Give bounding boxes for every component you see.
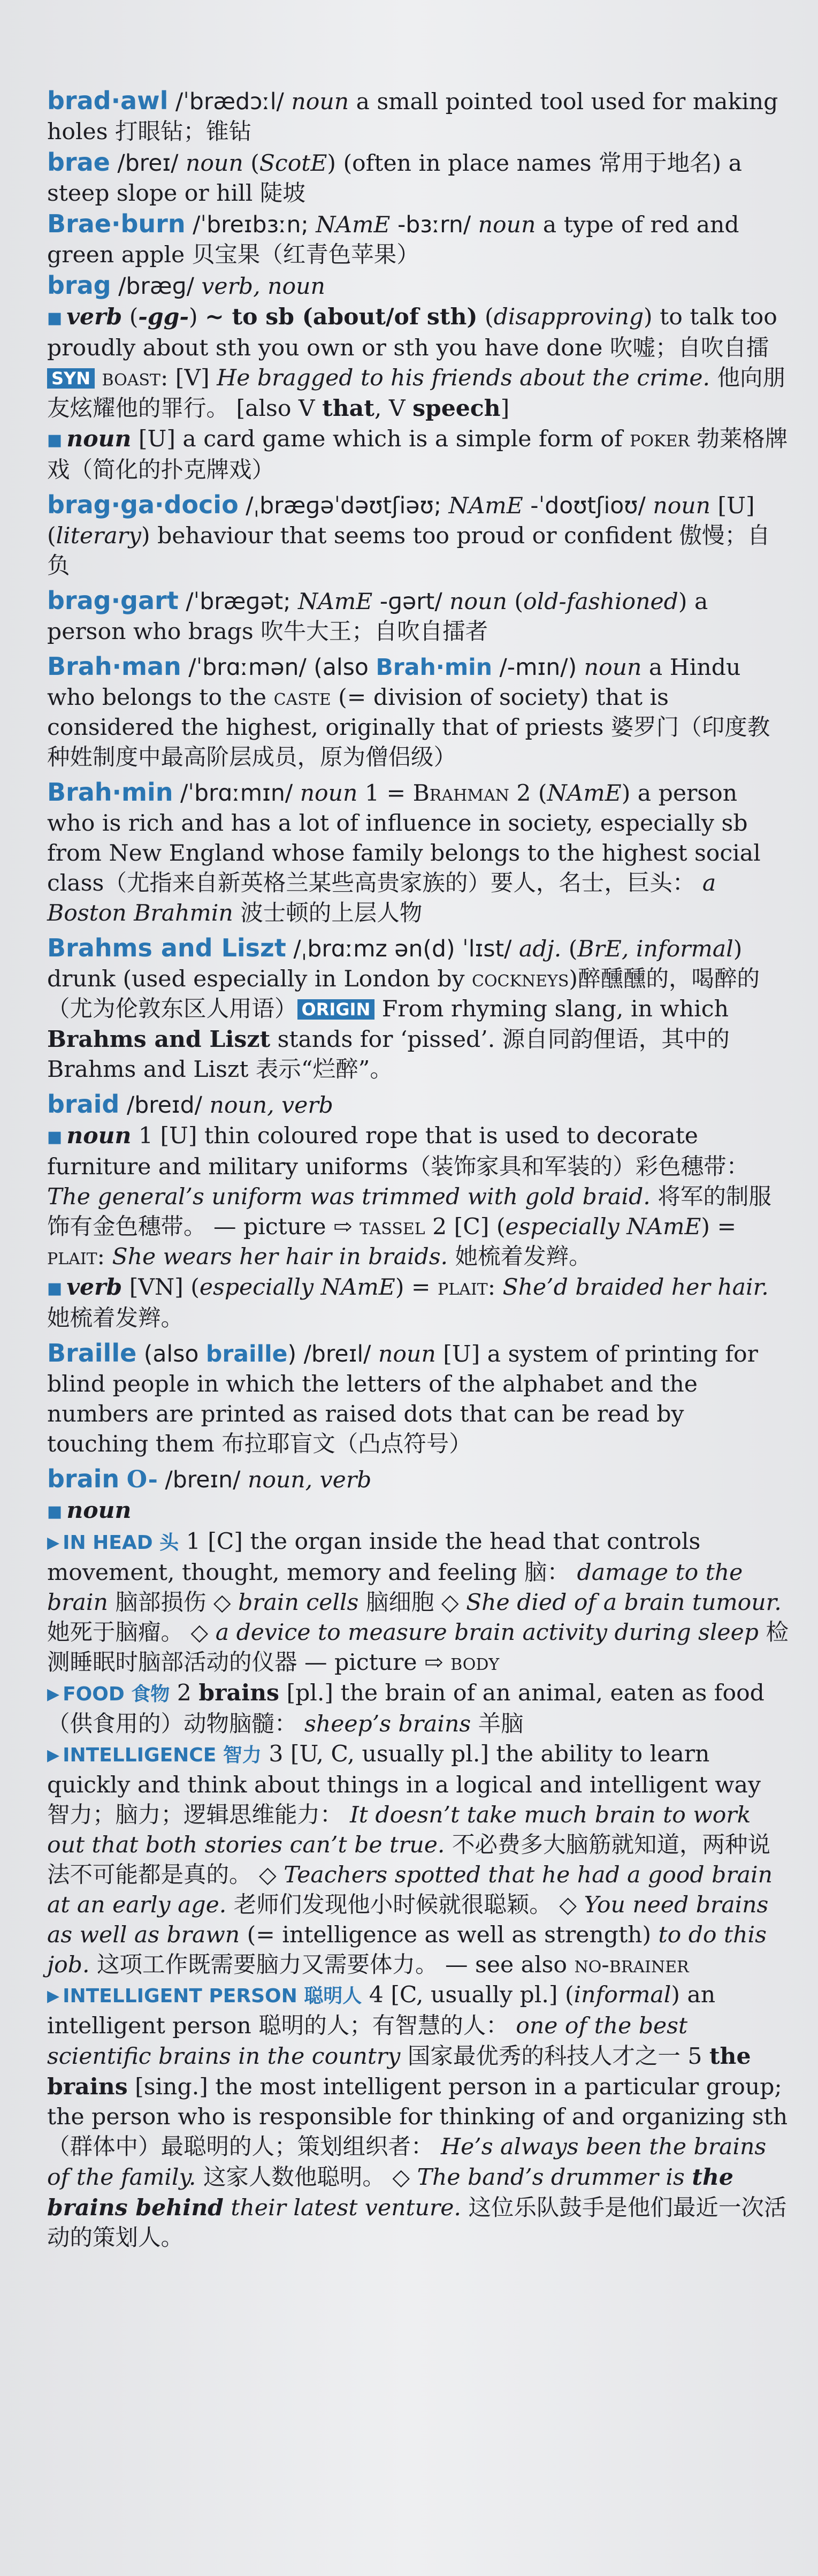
region-label: NAmE — [547, 780, 622, 807]
pronunciation: /ˈbrɑːmɪn/ — [173, 780, 300, 807]
definition: 1 [C] the organ inside the head that controls movement, thought, memory and feeling 脑： — [47, 1529, 701, 1586]
pattern: speech — [412, 395, 501, 422]
origin-text: stands for ‘pissed’. 源自同韵俚语，其中的 Brahms and Liszt 表示“烂醉”。 — [47, 1027, 730, 1083]
part-of-speech: noun — [378, 1341, 436, 1367]
pronunciation: /ˈbreɪbɜːn; — [185, 212, 316, 238]
register-label: informal — [574, 1982, 671, 2008]
example: brain cells — [238, 1590, 359, 1616]
entry-brae — [47, 147, 789, 209]
cross-reference: no-brainer — [574, 1952, 689, 1978]
origin-badge: ORIGIN — [297, 999, 375, 1020]
region-label: ScotE — [259, 150, 327, 177]
definition: ) (often in place names 常用于地名) a steep slope or hill 陡坡 — [47, 150, 742, 207]
definition: [sing.] the most intelligent person in a particular group; the person who is responsible for thinking of and organizing sth（群体中）最聪明的人；策划组织者： — [47, 2074, 788, 2160]
cross-reference: plait — [438, 1274, 488, 1301]
definition: a small pointed tool used for making holes 打眼钻；锥钻 — [47, 89, 778, 145]
text: ) = — [701, 1214, 737, 1240]
text: a Hindu who belongs to the — [47, 655, 741, 711]
example: sheep’s brains — [304, 1711, 471, 1737]
brag-noun-sense — [47, 424, 789, 485]
part-of-speech: adj. — [518, 936, 562, 962]
brain-sense-intelligence — [47, 1739, 789, 1980]
pronunciation: /ˌbræɡəˈdəʊtʃiəʊ; — [238, 493, 449, 519]
text: ( — [507, 589, 523, 615]
text: ) = — [395, 1274, 438, 1301]
triangle-bullet-icon: ▶ — [47, 1685, 60, 1704]
square-bullet-icon: ■ — [47, 1502, 63, 1521]
guideword: IN HEAD 头 — [63, 1532, 179, 1554]
origin-text: From rhyming slang, in which — [374, 996, 729, 1022]
register-label: disapproving — [493, 304, 644, 330]
translation: 将军的制服饰有金色穗带。 — picture ⇨ — [47, 1184, 771, 1240]
cross-reference: Brahman — [412, 780, 509, 807]
part-of-speech: noun — [449, 589, 507, 615]
example: their latest venture. — [223, 2195, 461, 2221]
guideword: INTELLIGENT PERSON 聪明人 — [63, 1985, 362, 2007]
headword: Brah·man — [47, 652, 181, 681]
part-of-speech: noun — [653, 493, 711, 519]
cross-reference: body — [450, 1650, 500, 1676]
sense-pos: noun — [66, 1122, 132, 1149]
part-of-speech: noun — [478, 212, 536, 238]
definition: ) an intelligent person 聪明的人；有智慧的人： — [47, 1982, 716, 2039]
key-icon: O- — [126, 1466, 158, 1493]
example: It doesn’t take much brain to work out that both stories can’t be true. — [47, 1802, 751, 1858]
region-label: NAmE — [298, 589, 373, 615]
pronunciation: /breɪd/ — [119, 1092, 210, 1119]
headword: Brah·min — [47, 778, 173, 807]
headword: brae — [47, 148, 110, 177]
translation: 她死于脑瘤。 ◇ — [47, 1620, 216, 1646]
example: He’s always been the brains of the family. — [47, 2134, 767, 2191]
example: She’d braided her hair. — [502, 1274, 769, 1301]
gloss: (= intelligence as well as strength) — [240, 1922, 659, 1948]
definition: ) drunk (used especially in London by — [47, 936, 743, 992]
square-bullet-icon: ■ — [47, 1128, 63, 1146]
text: ( — [477, 304, 494, 330]
text: : — [97, 1244, 112, 1270]
pronunciation: /bræɡ/ — [111, 273, 202, 300]
guideword: FOOD 食物 — [63, 1683, 170, 1705]
example: He bragged to his friends about the crime. — [217, 365, 710, 391]
example: to do this job. — [47, 1922, 767, 1978]
entry-brahmin — [47, 777, 789, 929]
form-bold: the brains — [47, 2043, 751, 2100]
pronunciation-us: -bɜːrn/ — [390, 212, 478, 238]
region-label: NAmE — [316, 212, 391, 238]
triangle-bullet-icon: ▶ — [47, 1746, 60, 1765]
alternative-form: Brah·min — [376, 655, 492, 681]
headword: Brahms and Liszt — [47, 933, 286, 962]
definition: [U] a card game which is a simple form of — [131, 426, 630, 452]
translation: 不必费多大脑筋就知道，两种说法不可能都是真的。 ◇ — [47, 1832, 770, 1888]
region-label: especially NAmE — [505, 1214, 701, 1240]
translation: 国家最优秀的科技人才之一 — [400, 2043, 688, 2070]
pronunciation: /-mɪn/) — [492, 655, 584, 681]
translation: 这位乐队鼓手是他们最近一次活动的策划人。 — [47, 2195, 787, 2251]
translation: 脑部损伤 ◇ — [108, 1590, 239, 1616]
triangle-bullet-icon: ▶ — [47, 1987, 60, 2005]
headword: brag — [47, 271, 111, 300]
entry-braille — [47, 1338, 789, 1460]
cross-reference: poker — [630, 426, 690, 452]
region-label: especially NAmE — [199, 1274, 395, 1301]
headword: braid — [47, 1090, 120, 1119]
part-of-speech: noun — [584, 655, 642, 681]
part-of-speech: noun — [300, 780, 358, 807]
headword: brad·awl — [47, 86, 169, 115]
definition: 3 [U, C, usually pl.] the ability to learn quickly and think about things in a logical and intelligent way 智力；脑力；逻辑思维能力： — [47, 1741, 761, 1828]
translation: 脑细胞 ◇ — [358, 1590, 467, 1616]
text: ( — [122, 304, 139, 330]
translation: 她梳着发辫。 — [47, 1305, 184, 1332]
sense-pos: verb — [66, 303, 123, 330]
entry-braggadocio — [47, 490, 789, 581]
cross-reference: tassel — [360, 1214, 425, 1240]
text: ] — [500, 396, 510, 422]
syn-badge: SYN — [47, 368, 95, 389]
text: , V — [374, 396, 413, 422]
origin-term: Brahms and Liszt — [47, 1026, 271, 1053]
definition: ) behaviour that seems too proud or confident 傲慢；自负 — [47, 523, 770, 579]
example: She wears her hair in braids. — [112, 1244, 448, 1270]
headword: brain — [47, 1464, 120, 1493]
pronunciation: /breɪn/ — [157, 1467, 248, 1493]
definition: 1 [U] thin coloured rope that is used to decorate furniture and military uniforms（装饰家具和军装的）彩色穗带： — [47, 1123, 750, 1180]
text: 1 = — [357, 780, 413, 807]
entry-braggart — [47, 586, 789, 647]
pronunciation-us: -ɡərt/ — [372, 589, 450, 615]
headword: Brae·burn — [47, 209, 186, 238]
pronunciation: /ˈbrædɔːl/ — [168, 89, 292, 115]
brain-sense-in-head — [47, 1527, 789, 1678]
definition: ) a person who brags 吹牛大王；自吹自擂者 — [47, 589, 708, 645]
definition: ) a person who is rich and has a lot of influence in society, especially sb from New England whose family belongs to the highest social class（尤指来自新英格兰某些高贵家族的）要人，名士，巨头： — [47, 780, 761, 896]
definition: a type of red and green apple 贝宝果（红青色苹果） — [47, 212, 739, 268]
text: 2 — [170, 1680, 199, 1706]
text: : [V] — [160, 365, 217, 391]
headword: brag·gart — [47, 586, 179, 615]
definition: [U] a system of printing for blind people in which the letters of the alphabet and the numbers are printed as raised dots that can be read by touching them 布拉耶盲文（凸点符号） — [47, 1341, 758, 1457]
example: a device to measure brain activity during sleep — [215, 1620, 759, 1646]
entry-braid — [47, 1089, 789, 1121]
verb-pattern: ~ to sb (about/of sth) — [205, 303, 478, 330]
pronunciation-us: -ˈdoʊtʃioʊ/ — [523, 493, 653, 519]
text: 2 [C] ( — [425, 1214, 506, 1240]
pattern: that — [322, 395, 374, 422]
square-bullet-icon: ■ — [47, 309, 63, 328]
entry-brag — [47, 270, 789, 302]
text: [U] ( — [47, 493, 755, 549]
text: : — [487, 1274, 503, 1301]
translation: 波士顿的上层人物 — [233, 900, 423, 926]
part-of-speech: noun — [291, 89, 349, 115]
translation: 老师们发现他小时候就很聪颖。 ◇ — [226, 1892, 584, 1918]
translation: 勃莱格牌戏（简化的扑克牌戏） — [47, 426, 788, 483]
example: damage to the brain — [47, 1560, 743, 1616]
braid-noun-sense — [47, 1121, 789, 1272]
part-of-speech: noun, verb — [209, 1092, 333, 1119]
text: 4 [C, usually pl.] ( — [362, 1982, 574, 2008]
pronunciation: /ˌbrɑːmz ən(d) ˈlɪst/ — [286, 936, 519, 962]
text: 5 — [687, 2043, 709, 2070]
part-of-speech: noun, verb — [247, 1467, 372, 1493]
guideword: INTELLIGENCE 智力 — [63, 1744, 262, 1766]
grammar-note: -gg- — [138, 303, 189, 330]
sense-pos: noun — [66, 425, 132, 452]
translation: 检测睡眠时脑部活动的仪器 — picture ⇨ — [47, 1620, 789, 1676]
brain-sense-intelligent-person — [47, 1980, 789, 2253]
square-bullet-icon: ■ — [47, 431, 63, 450]
part-of-speech: verb, noun — [201, 273, 325, 300]
example: one of the best scientific brains in the country — [47, 2013, 688, 2070]
text: (also — [136, 1341, 206, 1367]
entry-bradawl — [47, 86, 789, 147]
headword: brag·ga·docio — [47, 490, 239, 519]
brain-noun-label — [47, 1495, 789, 1527]
definition: ) to talk too proudly about sth you own or sth you have done 吹嘘；自吹自擂 — [47, 304, 777, 361]
text: 2 ( — [509, 780, 547, 807]
translation: 这项工作既需要脑力又需要体力。 — see also — [89, 1952, 575, 1978]
register-label: old-fashioned — [523, 589, 678, 615]
register-label: literary — [56, 523, 141, 549]
example: She died of a brain tumour. — [466, 1590, 782, 1616]
example: a Boston Brahmin — [47, 870, 716, 926]
text: ( — [561, 936, 578, 962]
pronunciation: /ˈbræɡət; — [178, 589, 299, 615]
entry-braeburn — [47, 209, 789, 270]
headword: Braille — [47, 1339, 137, 1367]
example: Teachers spotted that he had a good brain at an early age. — [47, 1862, 773, 1918]
entry-brain — [47, 1464, 789, 1495]
brag-verb-sense — [47, 302, 789, 424]
translation: 他向朋友炫耀他的罪行。 [also V — [47, 365, 786, 422]
definition: (= division of society) that is considered the highest, originally that of priests 婆罗门（印度教种姓制度中最高阶层成员，原为僧侣级） — [47, 685, 770, 771]
form-bold: brains — [198, 1680, 279, 1706]
entry-brahms-and-liszt — [47, 933, 789, 1085]
alternative-form: braille — [205, 1341, 288, 1367]
sense-pos: noun — [66, 1497, 132, 1524]
sense-pos: verb — [66, 1274, 123, 1301]
brain-sense-food — [47, 1678, 789, 1739]
cross-reference: cockneys — [471, 966, 569, 992]
translation: 这家人数他聪明。 ◇ — [196, 2164, 417, 2191]
pronunciation: /breɪ/ — [110, 150, 186, 177]
text: [VN] ( — [122, 1274, 200, 1301]
pronunciation: /ˈbrɑːmən/ (also — [181, 655, 376, 681]
cross-reference: plait — [47, 1244, 97, 1270]
register-label: BrE, informal — [577, 936, 733, 962]
square-bullet-icon: ■ — [47, 1279, 63, 1298]
part-of-speech: noun — [185, 150, 243, 177]
idiom-bold: the brains behind — [47, 2164, 733, 2221]
region-label: NAmE — [448, 493, 523, 519]
triangle-bullet-icon: ▶ — [47, 1533, 60, 1552]
translation: )醉醺醺的，喝醉的（尤为伦敦东区人用语） — [47, 966, 760, 1022]
example: You need brains as well as brawn — [47, 1892, 769, 1948]
example: The band’s drummer is — [417, 2164, 692, 2191]
example: The general’s uniform was trimmed with gold braid. — [47, 1184, 651, 1210]
translation: 她梳着发辫。 — [448, 1244, 592, 1270]
text: ) — [189, 304, 205, 330]
definition: [pl.] the brain of an animal, eaten as food（供食用的）动物脑髓： — [47, 1680, 765, 1737]
translation: 羊脑 — [471, 1711, 524, 1737]
synonym: boast — [95, 365, 160, 391]
text: ( — [243, 150, 259, 177]
pronunciation: ) /breɪl/ — [287, 1341, 379, 1367]
braid-verb-sense — [47, 1272, 789, 1334]
cross-reference: caste — [273, 685, 331, 711]
entry-brahman — [47, 651, 789, 773]
